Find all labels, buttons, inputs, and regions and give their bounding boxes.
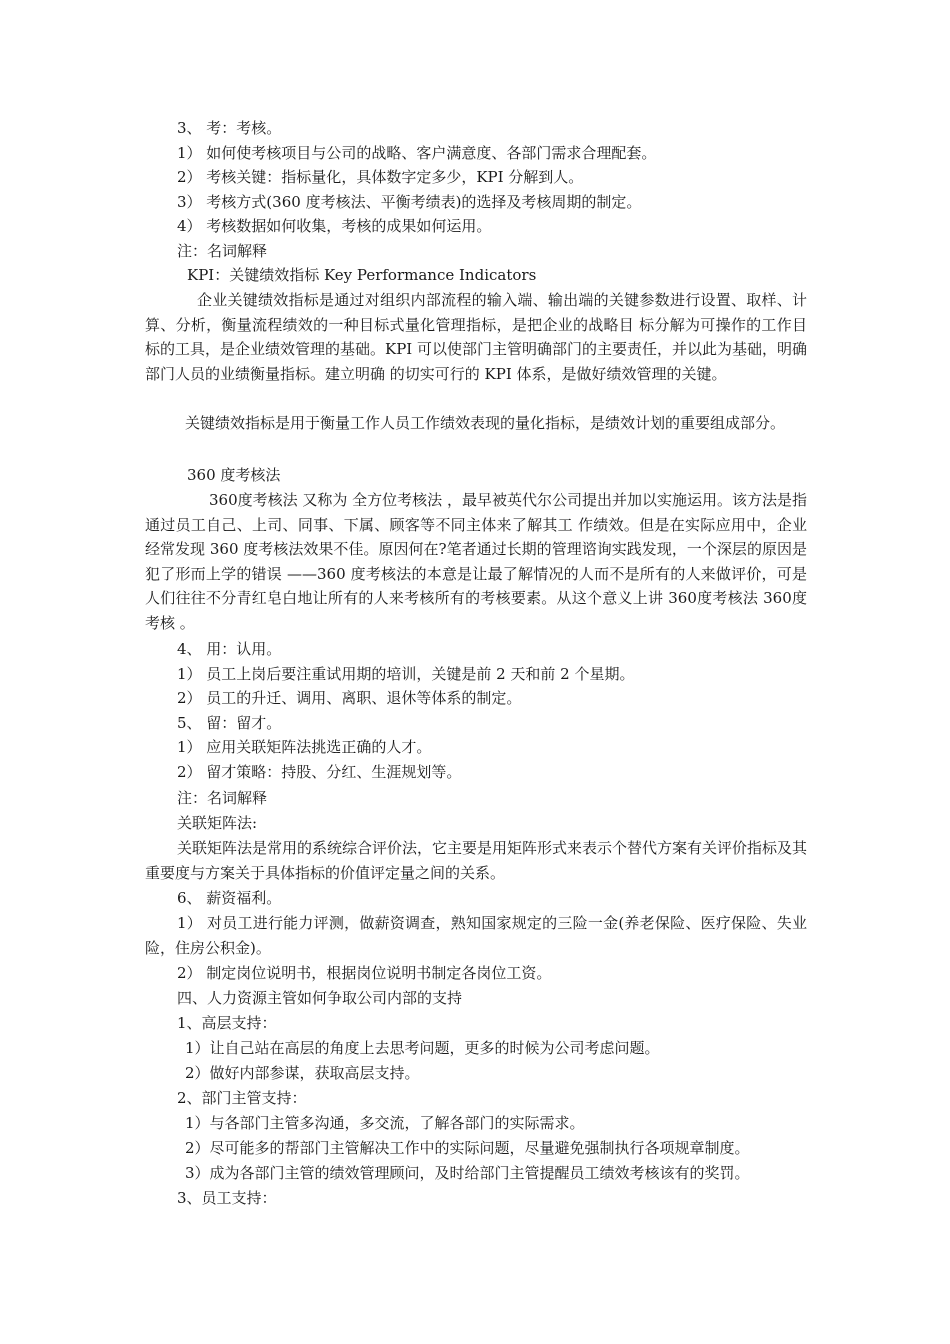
paragraph-360-definition: 360度考核法 又称为 全方位考核法 ，最早被英代尔公司提出并加以实施运用。该方法是指通过员工自己、上司、同事、下属、顾客等不同主体来了解其工 作绩效。但是在实际应用中，企业经常发现 360 度考核法效果不佳。原因何在?笔者通过长期的管理谘询实践发现，一个深层的原因是犯了形而上学的错误 ——360 度考核法的本意是让最了解情况的人而不是所有的人来做评价，可是人们往往不分青红皂白地让所有的人来考核所有的考核要素。从这个意义上讲 360度考核法 360度考核 。 [145, 491, 807, 632]
list-item: 3）成为各部门主管的绩效管理顾问，及时给部门主管提醒员工绩效考核该有的奖罚。 [185, 1164, 750, 1182]
paragraph-kpi-summary: 关键绩效指标是用于衡量工作人员工作绩效表现的量化指标，是绩效计划的重要组成部分。 [185, 414, 786, 432]
list-item: 2） 制定岗位说明书，根据岗位说明书制定各岗位工资。 [177, 964, 552, 982]
term-heading-kpi: KPI：关键绩效指标 Key Performance Indicators [187, 266, 537, 284]
list-item: 2） 员工的升迁、调用、离职、退休等体系的制定。 [177, 689, 522, 707]
list-item: 2） 考核关键：指标量化，具体数字定多少，KPI 分解到人。 [177, 168, 584, 186]
term-heading-matrix: 关联矩阵法: [177, 814, 258, 832]
list-item: 1） 应用关联矩阵法挑选正确的人才。 [177, 738, 432, 756]
section-heading-salary: 6、 薪资福利。 [177, 889, 282, 907]
list-item: 1） 如何使考核项目与公司的战略、客户满意度、各部门需求合理配套。 [177, 144, 657, 162]
list-item: 1）让自己站在高层的角度上去思考问题，更多的时候为公司考虑问题。 [185, 1039, 660, 1057]
section-heading-assess: 3、 考：考核。 [177, 119, 282, 137]
term-heading-360: 360 度考核法 [187, 466, 281, 484]
list-item: 1） 员工上岗后要注重试用期的培训，关键是前 2 天和前 2 个星期。 [177, 665, 635, 683]
list-item: 4） 考核数据如何收集，考核的成果如何运用。 [177, 217, 492, 235]
chapter-heading-support: 四、人力资源主管如何争取公司内部的支持 [177, 989, 463, 1007]
list-item: 3） 考核方式(360 度考核法、平衡考绩表)的选择及考核周期的制定。 [177, 193, 642, 211]
subheading-employee-support: 3、员工支持： [177, 1189, 277, 1207]
list-item: 1）与各部门主管多沟通，多交流，了解各部门的实际需求。 [185, 1114, 585, 1132]
paragraph-kpi-definition: 企业关键绩效指标是通过对组织内部流程的输入端、输出端的关键参数进行设置、取样、计算、分析，衡量流程绩效的一种目标式量化管理指标，是把企业的战略目 标分解为可操作的工作目标的工具，是企业绩效管理的基础。KPI 可以使部门主管明确部门的主要责任，并以此为基础，明确部门人员的业绩衡量指标。建立明确 的切实可行的 KPI 体系，是做好绩效管理的关键。 [145, 291, 807, 383]
subheading-senior-support: 1、高层支持： [177, 1014, 277, 1032]
section-heading-retain: 5、 留：留才。 [177, 714, 282, 732]
subheading-manager-support: 2、部门主管支持： [177, 1089, 307, 1107]
list-item: 2）尽可能多的帮部门主管解决工作中的实际问题，尽量避免强制执行各项规章制度。 [185, 1139, 750, 1157]
list-item: 2）做好内部参谋，获取高层支持。 [185, 1064, 420, 1082]
list-item: 1） 对员工进行能力评测，做薪资调查，熟知国家规定的三险一金(养老保险、医疗保险、失业险，住房公积金)。 [145, 914, 807, 957]
paragraph-matrix-definition: 关联矩阵法是常用的系统综合评价法，它主要是用矩阵形式来表示个替代方案有关评价指标及其重要度与方案关于具体指标的价值评定量之间的关系。 [145, 839, 808, 882]
note-label: 注：名词解释 [177, 789, 268, 807]
note-label: 注：名词解释 [177, 242, 268, 260]
section-heading-use: 4、 用：认用。 [177, 640, 282, 658]
list-item: 2） 留才策略：持股、分红、生涯规划等。 [177, 763, 462, 781]
